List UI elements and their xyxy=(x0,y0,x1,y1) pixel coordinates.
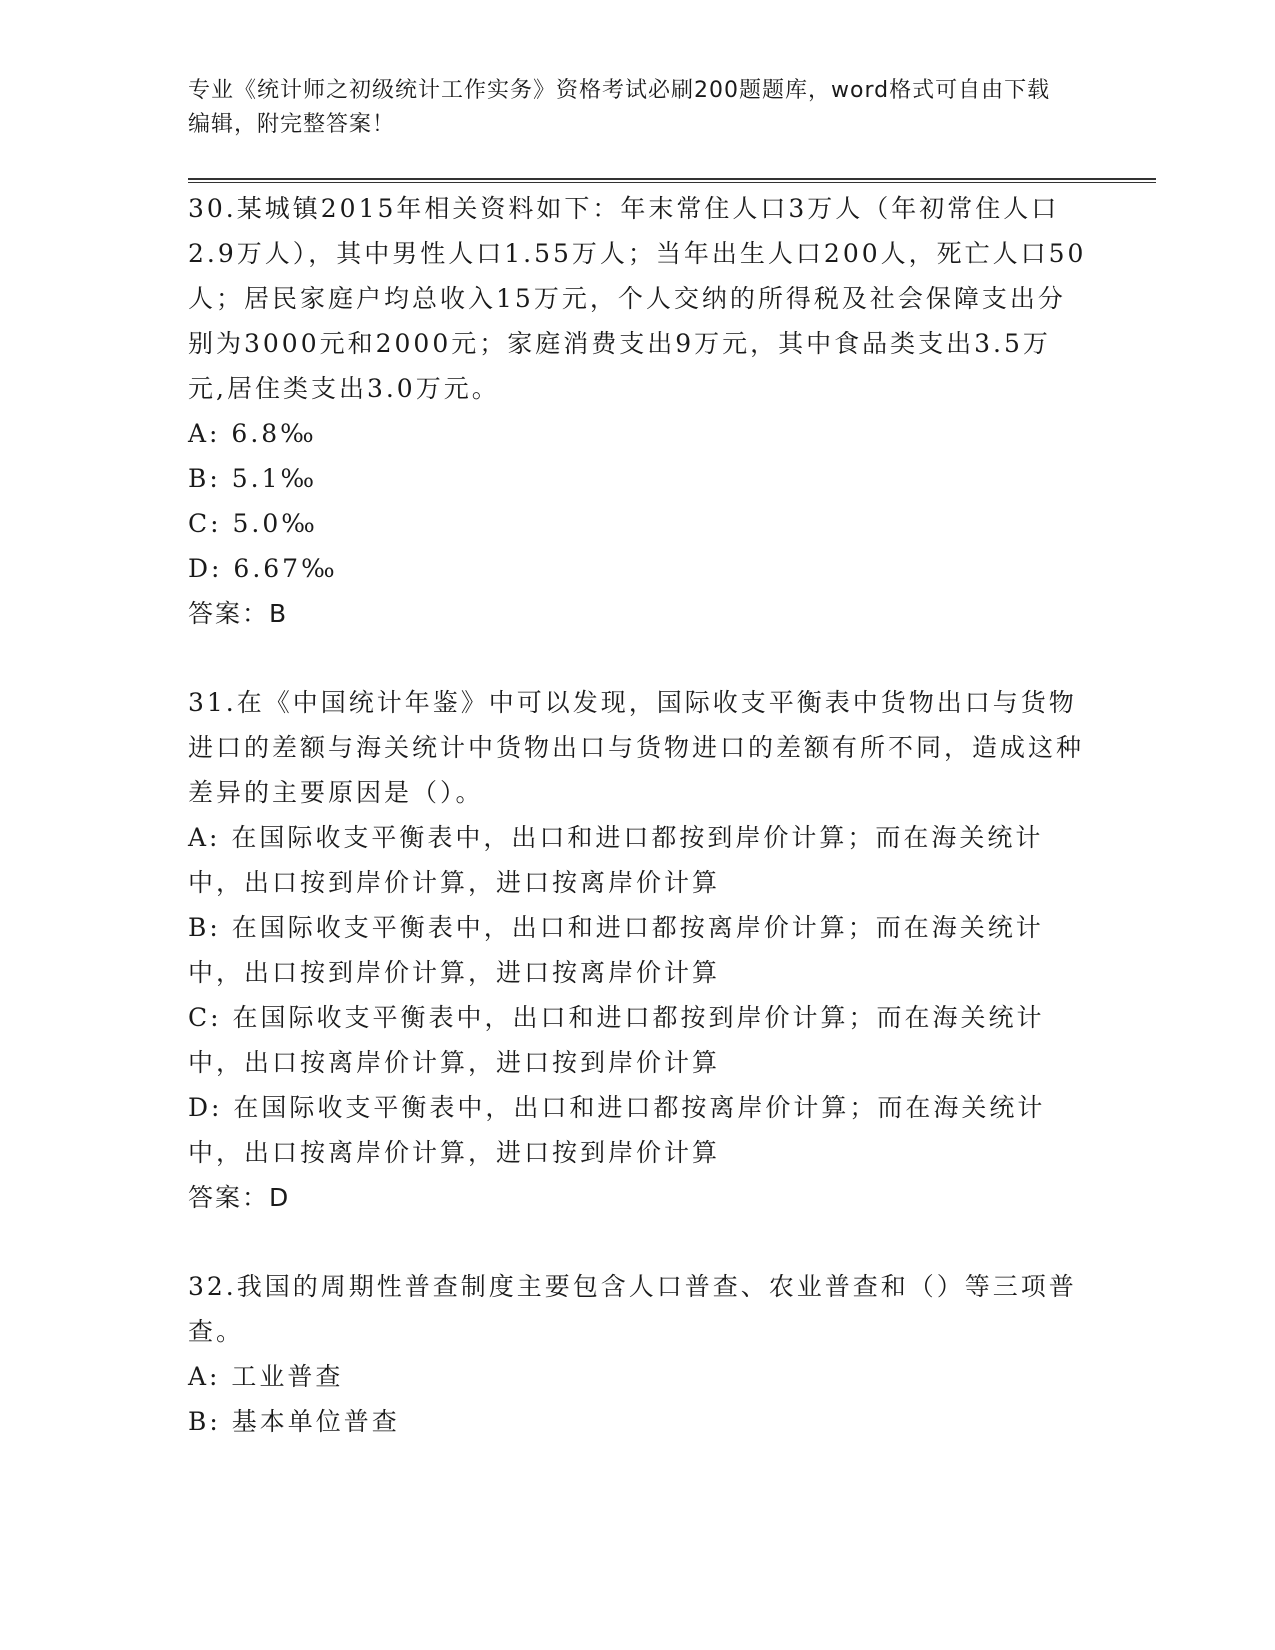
option-a: A: 6.8‰ xyxy=(188,419,317,448)
question-list xyxy=(188,186,1088,1488)
option-a: A: 工业普查 xyxy=(188,1362,344,1391)
question-31 xyxy=(188,680,1088,1220)
question-30 xyxy=(188,186,1088,636)
question-stem: 30.某城镇2015年相关资料如下：年末常住人口3万人（年初常住人口2.9万人），其中男性人口1.55万人；当年出生人口200人，死亡人口50人；居民家庭户均总收入15万元，个人交纳的所得税及社会保障支出分别为3000元和2000元；家庭消费支出9万元，其中食品类支出3.5万元,居住类支出3.0万元。 xyxy=(188,194,1087,403)
option-b: B: 5.1‰ xyxy=(188,464,318,493)
page-header: 专业《统计师之初级统计工作实务》资格考试必刷200题题库，word格式可自由下载编辑，附完整答案！ xyxy=(188,78,1051,137)
option-c: C: 5.0‰ xyxy=(188,509,318,538)
answer-label: 答案：D xyxy=(188,1183,291,1212)
option-a: A: 在国际收支平衡表中，出口和进口都按到岸价计算；而在海关统计中，出口按到岸价计算，进口按离岸价计算 xyxy=(188,823,1044,897)
header-divider xyxy=(188,178,1156,183)
option-d: D: 6.67‰ xyxy=(188,554,338,583)
question-32 xyxy=(188,1264,1088,1444)
answer-label: 答案：B xyxy=(188,599,289,628)
question-stem: 31.在《中国统计年鉴》中可以发现，国际收支平衡表中货物出口与货物进口的差额与海关统计中货物出口与货物进口的差额有所不同，造成这种差异的主要原因是（）。 xyxy=(188,688,1085,807)
option-b: B: 基本单位普查 xyxy=(188,1407,400,1436)
option-b: B: 在国际收支平衡表中，出口和进口都按离岸价计算；而在海关统计中，出口按到岸价计算，进口按离岸价计算 xyxy=(188,913,1044,987)
option-c: C: 在国际收支平衡表中，出口和进口都按到岸价计算；而在海关统计中，出口按离岸价计算，进口按到岸价计算 xyxy=(188,1003,1045,1077)
question-stem: 32.我国的周期性普查制度主要包含人口普查、农业普查和（）等三项普查。 xyxy=(188,1272,1077,1346)
option-d: D: 在国际收支平衡表中，出口和进口都按离岸价计算；而在海关统计中，出口按离岸价计算，进口按到岸价计算 xyxy=(188,1093,1046,1167)
